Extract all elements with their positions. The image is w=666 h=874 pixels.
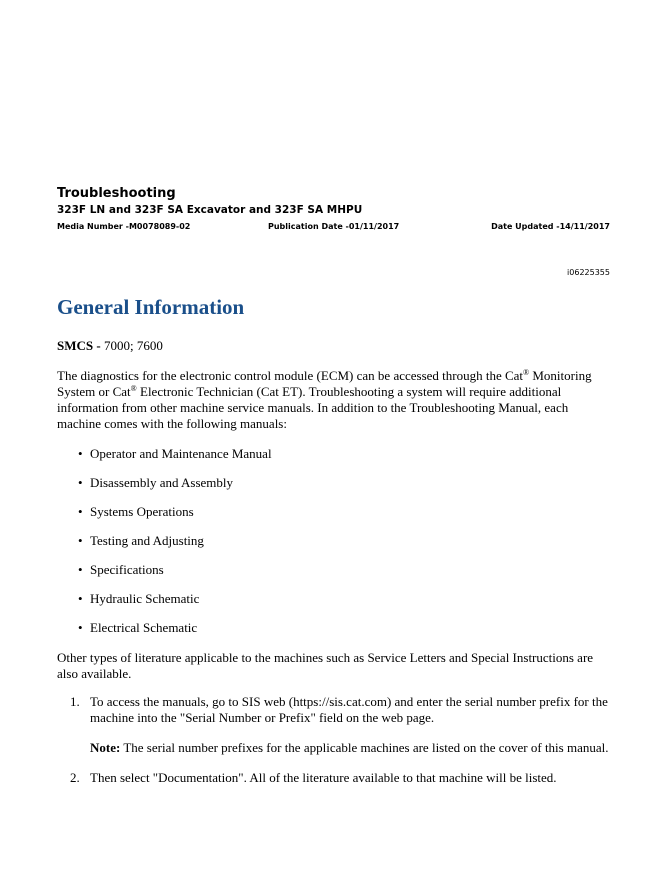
manual-name: Systems Operations bbox=[90, 504, 194, 519]
note-label: Note: bbox=[90, 740, 121, 755]
list-item bbox=[78, 446, 272, 475]
list-item bbox=[78, 591, 272, 620]
manual-name: Hydraulic Schematic bbox=[90, 591, 200, 606]
bullet: • bbox=[78, 562, 83, 577]
bullet: • bbox=[78, 591, 83, 606]
step-number: 1. bbox=[70, 694, 80, 709]
date-updated: Date Updated -14/11/2017 bbox=[491, 222, 610, 231]
list-item bbox=[78, 620, 272, 649]
other-literature-paragraph: Other types of literature applicable to the machines such as Service Letters and Special Instructions are also available. bbox=[57, 650, 594, 681]
step-number: 2. bbox=[70, 770, 80, 785]
document-subtitle: 323F LN and 323F SA Excavator and 323F SA MHPU bbox=[57, 204, 363, 216]
document-id: i06225355 bbox=[567, 268, 610, 277]
document-title: Troubleshooting bbox=[57, 186, 176, 201]
step-item bbox=[70, 770, 613, 786]
bullet: • bbox=[78, 475, 83, 490]
step-item bbox=[70, 694, 613, 756]
list-item bbox=[78, 562, 272, 591]
bullet: • bbox=[78, 504, 83, 519]
list-item bbox=[78, 504, 272, 533]
manual-name: Testing and Adjusting bbox=[90, 533, 204, 548]
manual-name: Specifications bbox=[90, 562, 164, 577]
note-text: The serial number prefixes for the applicable machines are listed on the cover of this manual. bbox=[120, 740, 609, 755]
manuals-list bbox=[78, 446, 272, 649]
smcs-label: SMCS - bbox=[57, 338, 101, 353]
manual-name: Disassembly and Assembly bbox=[90, 475, 233, 490]
bullet: • bbox=[78, 620, 83, 635]
intro-text-1: The diagnostics for the electronic control module (ECM) can be accessed through the Cat bbox=[57, 368, 524, 383]
registered-mark: ® bbox=[130, 384, 137, 393]
bullet: • bbox=[78, 533, 83, 548]
intro-text-2: Monitoring System or Cat bbox=[57, 368, 592, 399]
section-heading: General Information bbox=[57, 295, 245, 319]
registered-mark: ® bbox=[523, 368, 530, 377]
bullet: • bbox=[78, 446, 83, 461]
manual-name: Operator and Maintenance Manual bbox=[90, 446, 272, 461]
intro-paragraph bbox=[57, 368, 613, 432]
list-item bbox=[78, 533, 272, 562]
step-text: Then select "Documentation". All of the literature available to that machine will be listed. bbox=[90, 770, 557, 785]
intro-text-3: Electronic Technician (Cat ET). Troubleshooting a system will require additional information from other machine service manuals. In addition to the Troubleshooting Manual, each machine comes with the following manuals: bbox=[57, 384, 569, 431]
publication-date: Publication Date -01/11/2017 bbox=[268, 222, 400, 231]
media-number: Media Number -M0078089-02 bbox=[57, 222, 191, 231]
list-item bbox=[78, 475, 272, 504]
smcs-line bbox=[57, 338, 163, 354]
manual-name: Electrical Schematic bbox=[90, 620, 198, 635]
note-paragraph bbox=[90, 740, 613, 756]
step-text: To access the manuals, go to SIS web (https://sis.cat.com) and enter the serial number prefix for the machine into the "Serial Number or Prefix" field on the web page. bbox=[90, 694, 608, 725]
smcs-value: 7000; 7600 bbox=[100, 338, 163, 353]
steps-list bbox=[70, 694, 613, 786]
